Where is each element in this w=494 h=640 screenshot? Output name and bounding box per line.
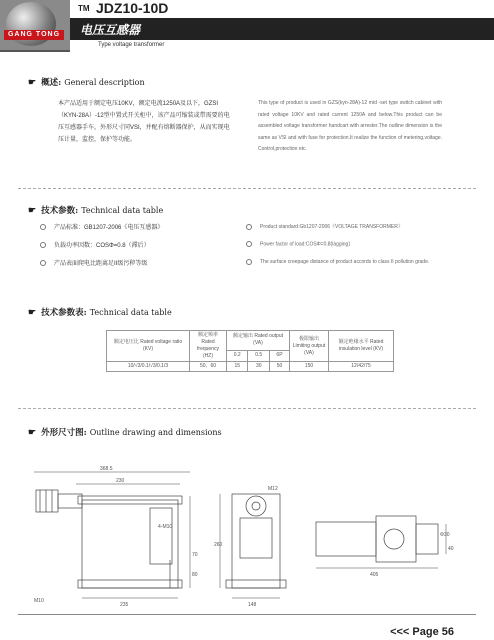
general-body-en: This type of product is used in GZS(kyn-28A)-12 mid -set type switch cabinet with rated voltage 10KV and rated current 1250A and below.This product can be assembled voltage transformer handcart with arrester.The outline dimension is the same as VSI and with fuse for protection.It realize the function of metering,voltage. Control,protection etc.	[258, 100, 442, 152]
outline-heading	[28, 426, 222, 438]
cell-insulation: 12/42/75	[329, 362, 394, 372]
header-frequency: 额定频率 Rated frequency (HZ)	[190, 331, 227, 362]
page-number: <<< Page 56	[390, 626, 454, 638]
list-item: 产品标准：GB1207-2006《电压互感器》	[40, 222, 163, 231]
dimension-label: M12	[268, 486, 278, 492]
list-item: The surface creepage distance of product accords to class II pollution grade.	[246, 258, 446, 266]
outline-drawing	[20, 460, 480, 610]
bullet-icon	[40, 224, 46, 230]
bullet-icon	[40, 260, 46, 266]
model-title: JDZ10-10D	[96, 0, 169, 16]
dimension-label: 368.5	[100, 466, 113, 472]
technical-heading	[28, 204, 163, 216]
dimension-label: 80	[192, 572, 198, 578]
pointing-hand-icon: ☛	[28, 308, 37, 318]
general-title-en: General description	[64, 78, 145, 87]
pointing-hand-icon: ☛	[28, 206, 37, 216]
dimension-label: 70	[192, 552, 198, 558]
bullet-icon	[246, 241, 252, 247]
bullet-icon	[246, 259, 252, 265]
general-title-cn: 概述:	[41, 78, 62, 88]
table-header-row	[107, 331, 394, 351]
cell-limit: 150	[290, 362, 329, 372]
category-band	[70, 18, 494, 40]
dimension-label: 148	[248, 602, 257, 608]
dimension-label: 230	[116, 478, 125, 484]
cell-output-05: 30	[248, 362, 269, 372]
dimension-label: Φ30	[440, 532, 450, 538]
outline-title-en: Outline drawing and dimensions	[89, 428, 222, 437]
header-ratio: 额定电压比 Rated voltage ratio (KV)	[107, 331, 190, 362]
list-item: 产品表面爬电比距离足II级污秽等级	[40, 258, 147, 267]
dimension-label: 235	[120, 602, 129, 608]
table-heading	[28, 306, 172, 318]
table-title-cn: 技术参数表:	[41, 308, 87, 318]
dimension-label: M10	[34, 598, 44, 604]
logo-panel	[0, 0, 70, 52]
header-insulation: 额定绝缘水平 Rated insulation level (KV)	[329, 331, 394, 362]
list-item: 负载功率因数：COSΦ=0.8（滞后）	[40, 240, 150, 249]
trademark-mark: TM	[78, 4, 90, 13]
header-class: 0.5	[248, 350, 269, 361]
cell-output-6p: 50	[269, 362, 289, 372]
pointing-hand-icon: ☛	[28, 78, 37, 88]
bullet-icon	[40, 242, 46, 248]
cell-output-02: 15	[227, 362, 248, 372]
cell-ratio: 10/√3/0.1/√3/0.1/3	[107, 362, 190, 372]
header-output: 额定输出 Rated output (VA)	[227, 331, 290, 351]
dimension-label: 4-M10	[158, 524, 173, 530]
section-divider	[18, 408, 476, 409]
category-en: Type voltage transformer	[98, 42, 165, 48]
section-divider	[18, 188, 476, 189]
outline-title-cn: 外形尺寸图:	[41, 428, 87, 438]
general-body-cn: 本产品适用于额定电压10KV，额定电流1250A及以下，GZSI（KYN-28A）-12型中置式开关柜中，该产品可缩装或带需要的电压互感器手车，外形尺寸同VSI，并配有熔断器保护，从而实现电压计量，监控，保护等功能。	[58, 101, 230, 143]
dimension-label: 40	[448, 546, 454, 552]
general-heading	[28, 76, 145, 88]
logo-wordmark: GANG TONG	[4, 30, 64, 40]
footer-divider	[18, 614, 476, 615]
spec-table	[106, 330, 394, 372]
cell-frequency: 50、60	[190, 362, 227, 372]
pointing-hand-icon: ☛	[28, 428, 37, 438]
category-cn: 电压互感器	[80, 23, 141, 37]
list-item: Product standard:Gb1207-2006《VOLTAGE TRANSFORMER》	[246, 223, 403, 230]
table-title-en: Technical data table	[89, 308, 172, 317]
table-row	[107, 362, 394, 372]
bullet-icon	[246, 224, 252, 230]
list-item: Power factor of load:COSΦ=0.8(lagging)	[246, 241, 350, 247]
technical-title-cn: 技术参数:	[41, 206, 79, 216]
header-class: 6P	[269, 350, 289, 361]
header-class: 0.2	[227, 350, 248, 361]
technical-title-en: Technical data table	[81, 206, 164, 215]
dimension-label: 260	[214, 542, 223, 548]
dimension-label: 405	[370, 572, 379, 578]
header-limit: 极限输出 Limiting output (VA)	[290, 331, 329, 362]
